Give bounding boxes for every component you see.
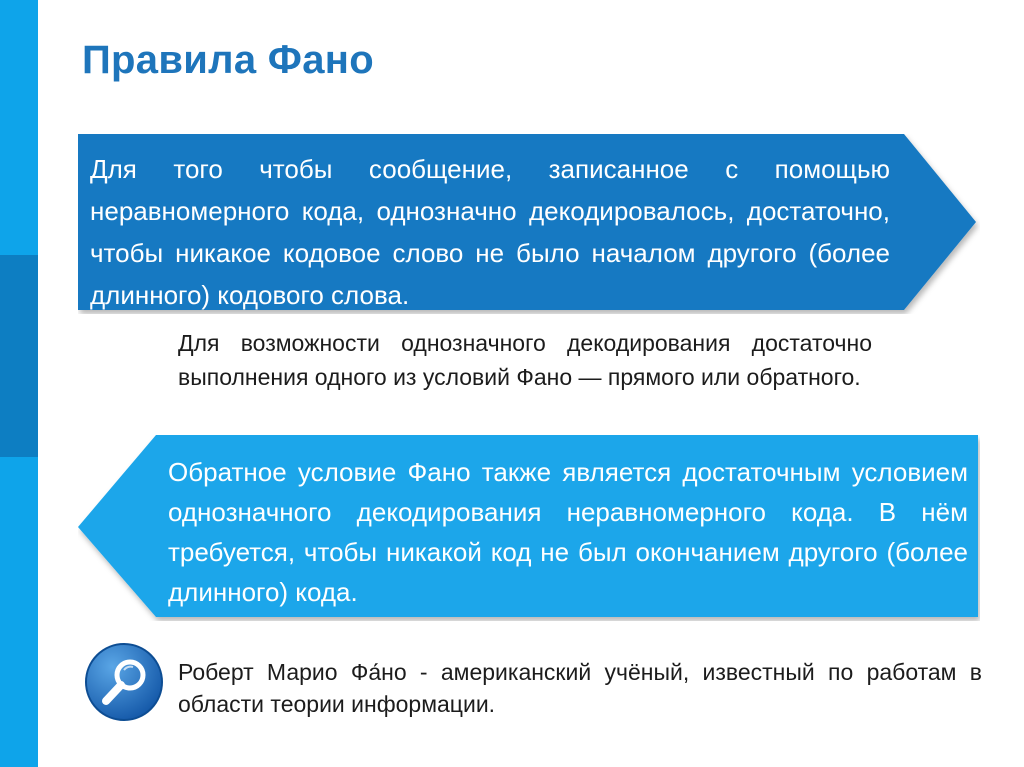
fano-reverse-rule-text: Обратное условие Фано также является достаточным условием однозначного декодирования неравномерного кода. В нём требуется, чтобы никакой код не был окончанием другого (более длинного) кода.	[168, 457, 968, 607]
fano-bio-text: Роберт Марио Фа́но - американский учёный, известный по работам в области теории информации.	[178, 659, 982, 717]
fano-conditions-text: Для возможности однозначного декодирования достаточно выполнения одного из условий Фано — прямого или обратного.	[178, 330, 872, 390]
left-stripe-accent	[0, 255, 38, 457]
slide-title: Правила Фано	[82, 38, 374, 82]
fano-forward-rule-text: Для того чтобы сообщение, записанное с помощью неравномерного кода, однозначно декодировалось, достаточно, чтобы никакое кодовое слово не было началом другого (более длинного) кодового слова.	[90, 154, 890, 310]
magnifier-icon	[84, 642, 164, 722]
